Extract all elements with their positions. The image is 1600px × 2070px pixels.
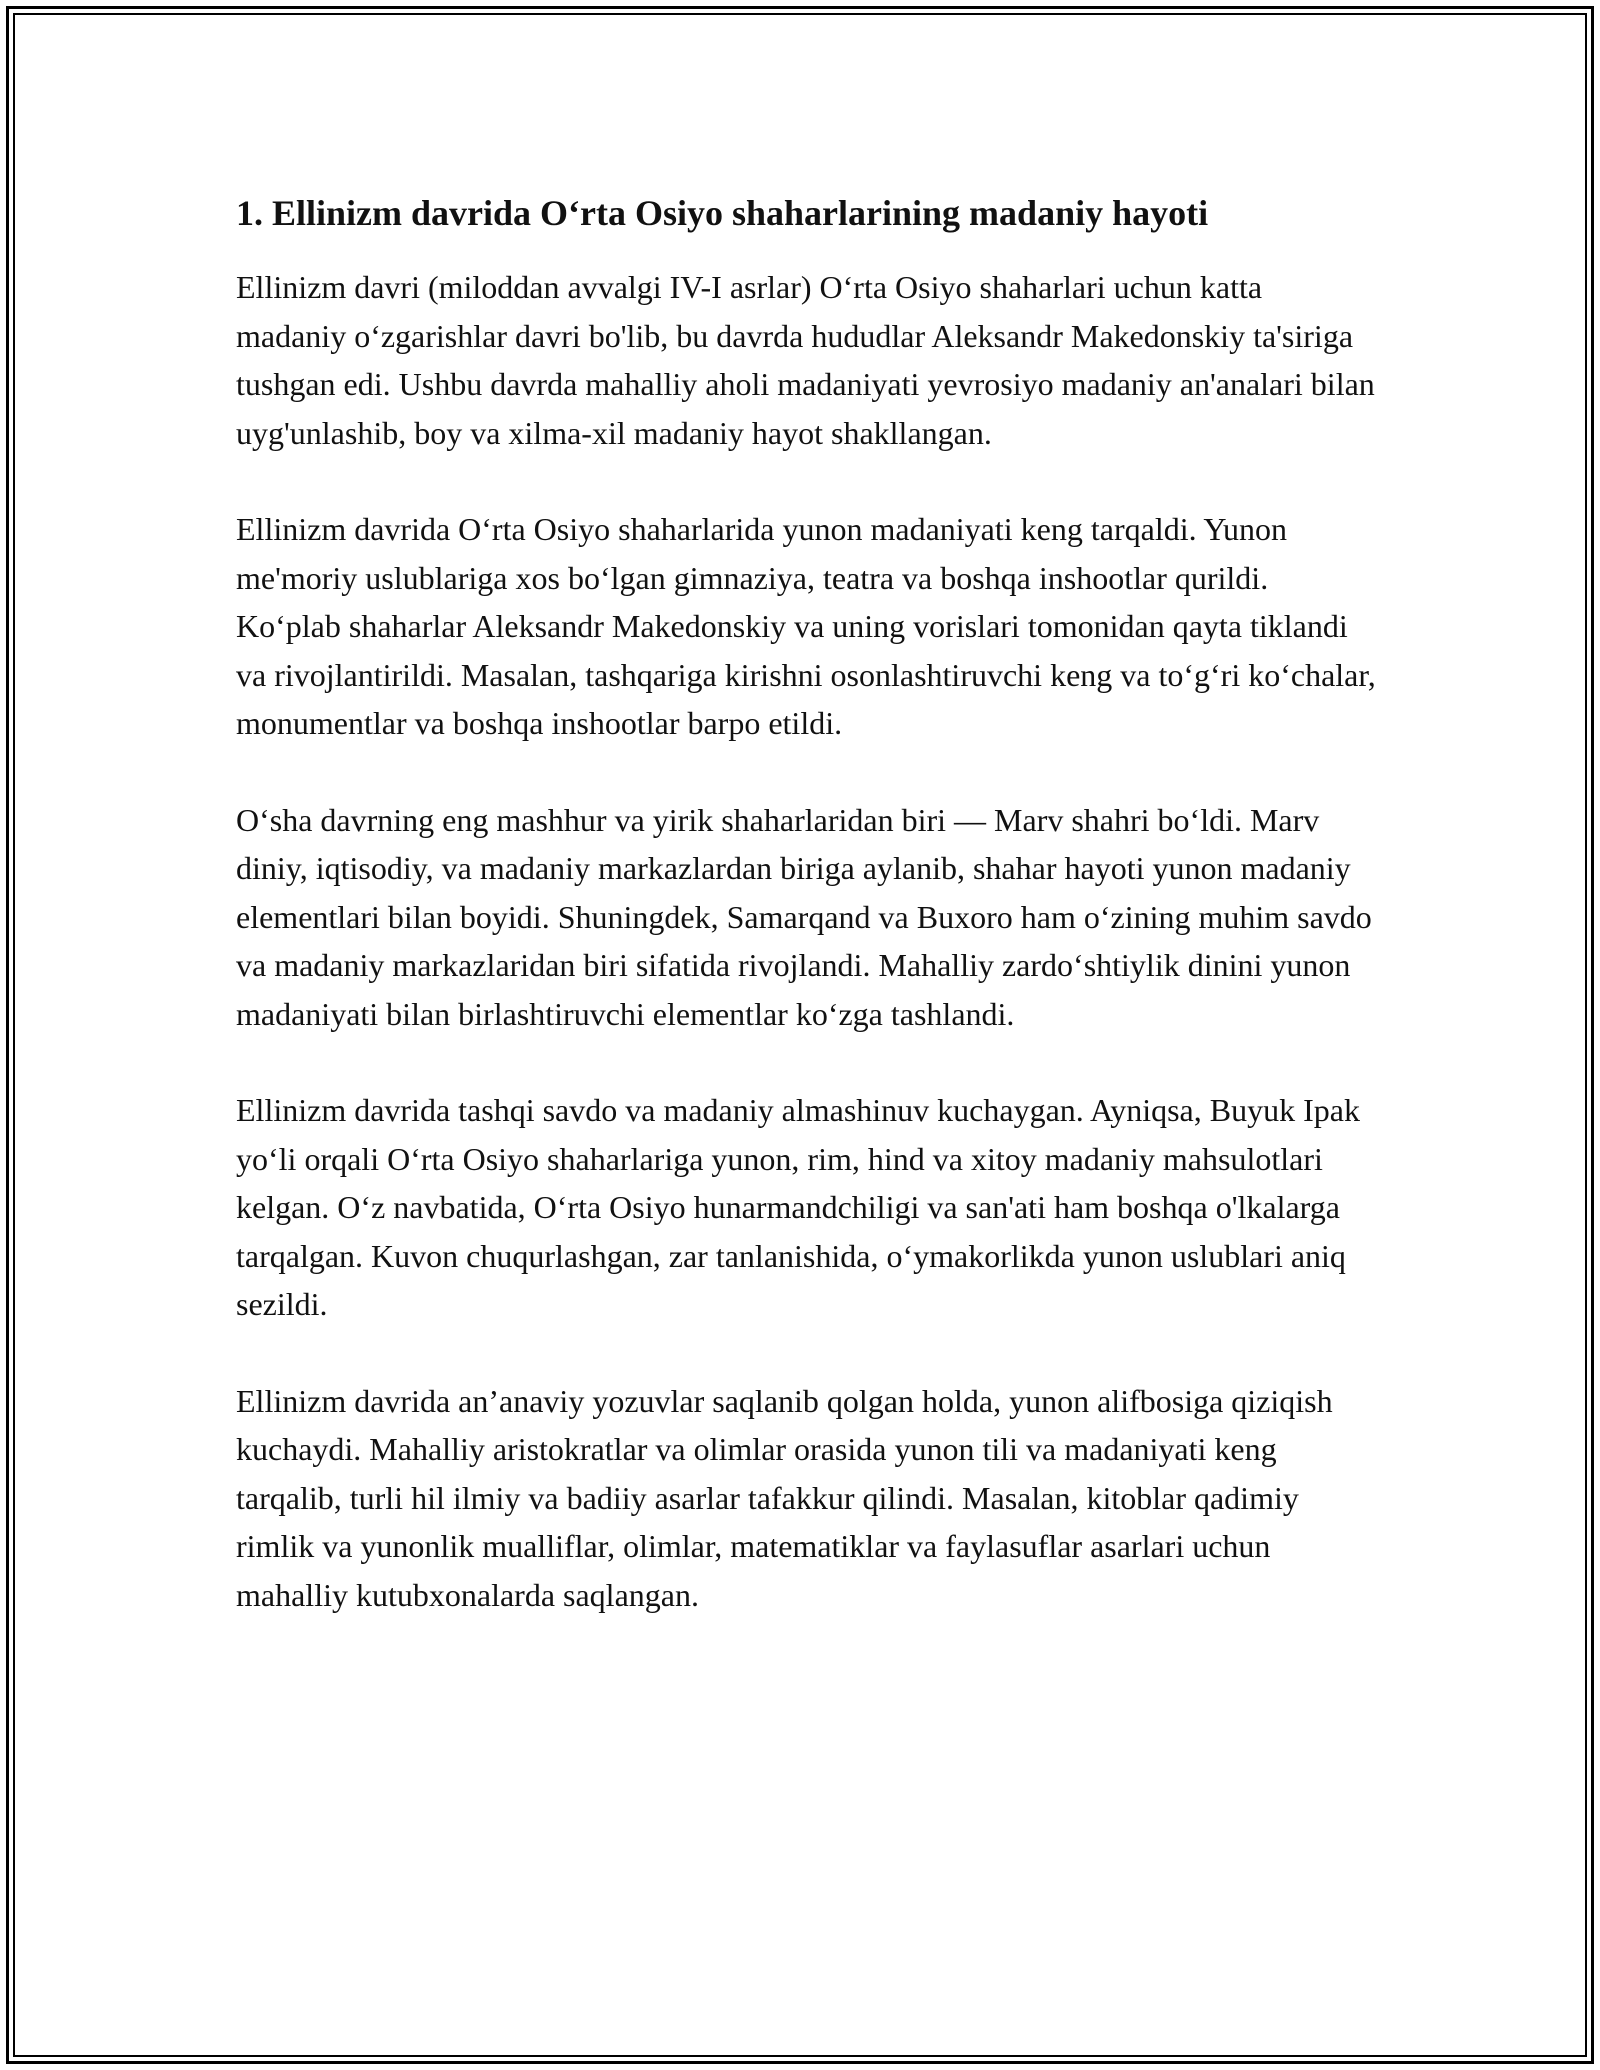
document-body xyxy=(236,186,1376,1667)
paragraph-1: Ellinizm davri (miloddan avvalgi IV-I asrlar) O‘rta Osiyo shaharlari uchun katta madaniy o‘zgarishlar davri bo'lib, bu davrda hududlar Aleksandr Makedonskiy ta'siriga tushgan edi. Ushbu davrda mahalliy aholi madaniyati yevrosiyo madaniy an'analari bilan uyg'unlashib, boy va xilma-xil madaniy hayot shakllangan. xyxy=(236,269,1375,451)
paragraph-3: O‘sha davrning eng mashhur va yirik shaharlaridan biri — Marv shahri bo‘ldi. Marv diniy, iqtisodiy, va madaniy markazlardan biriga aylanib, shahar hayoti yunon madaniy elementlari bilan boyidi. Shuningdek, Samarqand va Buxoro ham o‘zining muhim savdo va madaniy markazlaridan biri sifatida rivojlandi. Mahalliy zardo‘shtiylik dinini yunon madaniyati bilan birlashtiruvchi elementlar ko‘zga tashlandi. xyxy=(236,801,1372,1032)
document-title: 1. Ellinizm davrida O‘rta Osiyo shaharlarining madaniy hayoti xyxy=(236,193,1209,233)
paragraph-2: Ellinizm davrida O‘rta Osiyo shaharlarida yunon madaniyati keng tarqaldi. Yunon me'moriy uslublariga xos bo‘lgan gimnaziya, teatra va boshqa inshootlar qurildi. Ko‘plab shaharlar Aleksandr Makedonskiy va uning vorislari tomonidan qayta tiklandi va rivojlantirildi. Masalan, tashqariga kirishni osonlashtiruvchi keng va to‘g‘ri ko‘chalar, monumentlar va boshqa inshootlar barpo etildi. xyxy=(236,511,1376,741)
paragraph-4: Ellinizm davrida tashqi savdo va madaniy almashinuv kuchaygan. Ayniqsa, Buyuk Ipak yo‘li orqali O‘rta Osiyo shaharlariga yunon, rim, hind va xitoy madaniy mahsulotlari kelgan. O‘z navbatida, O‘rta Osiyo hunarmandchiligi va san'ati ham boshqa o'lkalarga tarqalgan. Kuvon chuqurlashgan, zar tanlanishida, o‘ymakorlikda yunon uslublari aniq sezildi. xyxy=(236,1092,1360,1322)
paragraph-5: Ellinizm davrida an’anaviy yozuvlar saqlanib qolgan holda, yunon alifbosiga qiziqish kuchaydi. Mahalliy aristokratlar va olimlar orasida yunon tili va madaniyati keng tarqalib, turli hil ilmiy va badiiy asarlar tafakkur qilindi. Masalan, kitoblar qadimiy rimlik va yunonlik mualliflar, olimlar, matematiklar va faylasuflar asarlari uchun mahalliy kutubxonalarda saqlangan. xyxy=(236,1382,1333,1613)
